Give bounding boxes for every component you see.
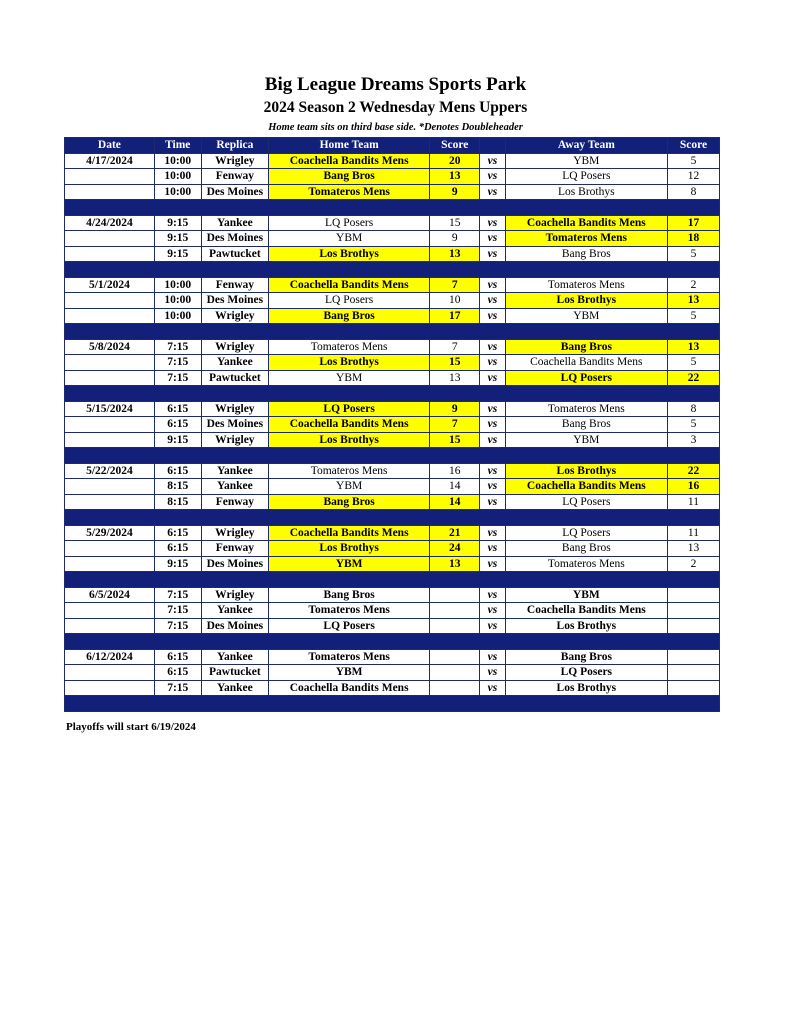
away-score — [667, 665, 719, 681]
game-time: 6:15 — [154, 525, 201, 541]
game-replica: Wrigley — [201, 153, 268, 169]
away-score: 13 — [667, 339, 719, 355]
away-team: Los Brothys — [505, 463, 667, 479]
vs-label: vs — [480, 215, 506, 231]
home-score: 13 — [430, 246, 480, 262]
game-row — [65, 479, 720, 495]
game-row — [65, 556, 720, 572]
game-time: 10:00 — [154, 277, 201, 293]
home-team: LQ Posers — [269, 618, 430, 634]
col-header-date: Date — [65, 138, 155, 154]
game-time: 7:15 — [154, 618, 201, 634]
home-score: 24 — [430, 541, 480, 557]
game-replica: Des Moines — [201, 556, 268, 572]
away-score: 22 — [667, 463, 719, 479]
away-team: Bang Bros — [505, 417, 667, 433]
away-score: 8 — [667, 401, 719, 417]
away-score: 13 — [667, 293, 719, 309]
away-score: 2 — [667, 277, 719, 293]
home-team: YBM — [269, 665, 430, 681]
home-score: 15 — [430, 432, 480, 448]
game-replica: Fenway — [201, 277, 268, 293]
separator-bar — [65, 324, 720, 340]
game-replica: Yankee — [201, 649, 268, 665]
game-time: 10:00 — [154, 308, 201, 324]
game-time: 9:15 — [154, 556, 201, 572]
away-team: LQ Posers — [505, 525, 667, 541]
game-replica: Pawtucket — [201, 246, 268, 262]
game-replica: Wrigley — [201, 525, 268, 541]
game-replica: Fenway — [201, 541, 268, 557]
vs-label: vs — [480, 680, 506, 696]
game-time: 10:00 — [154, 169, 201, 185]
game-time: 6:15 — [154, 649, 201, 665]
away-score — [667, 649, 719, 665]
vs-label: vs — [480, 479, 506, 495]
game-row — [65, 417, 720, 433]
away-team: YBM — [505, 432, 667, 448]
col-header-home-score: Score — [430, 138, 480, 154]
game-row — [65, 463, 720, 479]
away-score — [667, 618, 719, 634]
game-date — [65, 355, 155, 371]
away-score: 3 — [667, 432, 719, 448]
game-date — [65, 556, 155, 572]
game-date — [65, 603, 155, 619]
away-team: Tomateros Mens — [505, 556, 667, 572]
separator-bar — [65, 572, 720, 588]
game-replica: Wrigley — [201, 432, 268, 448]
away-team: Coachella Bandits Mens — [505, 479, 667, 495]
home-score — [430, 649, 480, 665]
home-team: LQ Posers — [269, 401, 430, 417]
game-date — [65, 541, 155, 557]
game-replica: Des Moines — [201, 618, 268, 634]
away-score: 17 — [667, 215, 719, 231]
game-replica: Fenway — [201, 494, 268, 510]
week-separator — [65, 448, 720, 464]
game-date — [65, 432, 155, 448]
game-row — [65, 618, 720, 634]
game-time: 9:15 — [154, 432, 201, 448]
vs-label: vs — [480, 246, 506, 262]
home-team: YBM — [269, 231, 430, 247]
away-team: LQ Posers — [505, 169, 667, 185]
game-date — [65, 370, 155, 386]
away-team: LQ Posers — [505, 665, 667, 681]
schedule-table — [64, 137, 720, 712]
vs-label: vs — [480, 417, 506, 433]
away-score: 5 — [667, 246, 719, 262]
game-row — [65, 370, 720, 386]
game-row — [65, 649, 720, 665]
game-time: 7:15 — [154, 587, 201, 603]
week-separator — [65, 262, 720, 278]
header-note: Home team sits on third base side. *Denotes Doubleheader — [268, 122, 523, 133]
away-team: Los Brothys — [505, 680, 667, 696]
away-team: Bang Bros — [505, 246, 667, 262]
home-score: 10 — [430, 293, 480, 309]
game-time: 8:15 — [154, 479, 201, 495]
home-score — [430, 618, 480, 634]
away-score: 12 — [667, 169, 719, 185]
game-row — [65, 293, 720, 309]
game-replica: Wrigley — [201, 339, 268, 355]
home-score: 9 — [430, 184, 480, 200]
game-replica: Fenway — [201, 169, 268, 185]
away-team: Bang Bros — [505, 339, 667, 355]
separator-bar — [65, 696, 720, 712]
away-score: 5 — [667, 153, 719, 169]
game-row — [65, 339, 720, 355]
game-replica: Yankee — [201, 215, 268, 231]
away-team: Los Brothys — [505, 184, 667, 200]
vs-label: vs — [480, 432, 506, 448]
game-time: 9:15 — [154, 231, 201, 247]
home-score: 21 — [430, 525, 480, 541]
home-team: Coachella Bandits Mens — [269, 153, 430, 169]
week-separator — [65, 200, 720, 216]
week-separator — [65, 324, 720, 340]
game-time: 7:15 — [154, 603, 201, 619]
col-header-time: Time — [154, 138, 201, 154]
home-score: 7 — [430, 277, 480, 293]
home-score — [430, 680, 480, 696]
home-team: Los Brothys — [269, 355, 430, 371]
game-time: 10:00 — [154, 184, 201, 200]
away-team: Los Brothys — [505, 293, 667, 309]
home-team: Los Brothys — [269, 246, 430, 262]
separator-bar — [65, 200, 720, 216]
col-header-away-team: Away Team — [505, 138, 667, 154]
away-team: Los Brothys — [505, 618, 667, 634]
home-team: YBM — [269, 556, 430, 572]
away-team: Coachella Bandits Mens — [505, 215, 667, 231]
game-time: 6:15 — [154, 665, 201, 681]
vs-label: vs — [480, 618, 506, 634]
away-team: YBM — [505, 308, 667, 324]
game-row — [65, 153, 720, 169]
separator-bar — [65, 634, 720, 650]
game-row — [65, 169, 720, 185]
vs-label: vs — [480, 308, 506, 324]
col-header-vs — [480, 138, 506, 154]
away-score — [667, 587, 719, 603]
vs-label: vs — [480, 587, 506, 603]
game-date — [65, 246, 155, 262]
away-team: Bang Bros — [505, 541, 667, 557]
away-score — [667, 680, 719, 696]
game-date — [65, 417, 155, 433]
home-team: Coachella Bandits Mens — [269, 417, 430, 433]
game-replica: Wrigley — [201, 401, 268, 417]
away-team: Tomateros Mens — [505, 277, 667, 293]
game-replica: Wrigley — [201, 308, 268, 324]
game-time: 6:15 — [154, 401, 201, 417]
col-header-replica: Replica — [201, 138, 268, 154]
game-date — [65, 494, 155, 510]
game-time: 6:15 — [154, 463, 201, 479]
home-team: Tomateros Mens — [269, 603, 430, 619]
game-replica: Pawtucket — [201, 665, 268, 681]
game-date — [65, 184, 155, 200]
away-score: 5 — [667, 355, 719, 371]
game-date: 4/24/2024 — [65, 215, 155, 231]
game-time: 8:15 — [154, 494, 201, 510]
home-score: 7 — [430, 339, 480, 355]
home-team: Coachella Bandits Mens — [269, 277, 430, 293]
game-row — [65, 308, 720, 324]
away-team: Coachella Bandits Mens — [505, 603, 667, 619]
col-header-home-team: Home Team — [269, 138, 430, 154]
away-score: 8 — [667, 184, 719, 200]
away-score: 11 — [667, 494, 719, 510]
home-score: 14 — [430, 494, 480, 510]
game-date — [65, 665, 155, 681]
home-team: Bang Bros — [269, 494, 430, 510]
game-replica: Des Moines — [201, 231, 268, 247]
vs-label: vs — [480, 184, 506, 200]
home-score: 9 — [430, 231, 480, 247]
game-row — [65, 355, 720, 371]
home-score — [430, 603, 480, 619]
week-separator — [65, 510, 720, 526]
away-score — [667, 603, 719, 619]
away-score: 5 — [667, 308, 719, 324]
game-time: 10:00 — [154, 293, 201, 309]
home-score: 17 — [430, 308, 480, 324]
week-separator — [65, 634, 720, 650]
game-time: 9:15 — [154, 246, 201, 262]
header-row — [65, 138, 720, 154]
home-team: Tomateros Mens — [269, 184, 430, 200]
separator-bar — [65, 386, 720, 402]
vs-label: vs — [480, 525, 506, 541]
away-score: 2 — [667, 556, 719, 572]
game-date — [65, 479, 155, 495]
home-score: 20 — [430, 153, 480, 169]
home-team: YBM — [269, 479, 430, 495]
vs-label: vs — [480, 463, 506, 479]
home-team: Bang Bros — [269, 587, 430, 603]
home-team: LQ Posers — [269, 215, 430, 231]
vs-label: vs — [480, 277, 506, 293]
home-team: Tomateros Mens — [269, 339, 430, 355]
page-subtitle: 2024 Season 2 Wednesday Mens Uppers — [263, 99, 528, 116]
game-time: 10:00 — [154, 153, 201, 169]
away-team: Coachella Bandits Mens — [505, 355, 667, 371]
game-replica: Pawtucket — [201, 370, 268, 386]
game-row — [65, 680, 720, 696]
away-team: Tomateros Mens — [505, 401, 667, 417]
game-row — [65, 665, 720, 681]
game-date — [65, 680, 155, 696]
vs-label: vs — [480, 541, 506, 557]
away-team: Tomateros Mens — [505, 231, 667, 247]
vs-label: vs — [480, 370, 506, 386]
game-time: 7:15 — [154, 680, 201, 696]
vs-label: vs — [480, 169, 506, 185]
home-team: YBM — [269, 370, 430, 386]
separator-bar — [65, 262, 720, 278]
game-date: 5/29/2024 — [65, 525, 155, 541]
home-team: Bang Bros — [269, 308, 430, 324]
game-replica: Yankee — [201, 680, 268, 696]
game-replica: Des Moines — [201, 184, 268, 200]
game-date: 5/8/2024 — [65, 339, 155, 355]
home-team: Coachella Bandits Mens — [269, 525, 430, 541]
home-score: 13 — [430, 169, 480, 185]
footer-note: Playoffs will start 6/19/2024 — [66, 721, 196, 733]
home-team: LQ Posers — [269, 293, 430, 309]
game-time: 6:15 — [154, 541, 201, 557]
home-score: 15 — [430, 215, 480, 231]
game-replica: Yankee — [201, 603, 268, 619]
game-date: 5/22/2024 — [65, 463, 155, 479]
game-row — [65, 184, 720, 200]
separator-bar — [65, 510, 720, 526]
home-score: 13 — [430, 370, 480, 386]
game-row — [65, 525, 720, 541]
home-score — [430, 665, 480, 681]
game-row — [65, 246, 720, 262]
game-time: 7:15 — [154, 339, 201, 355]
vs-label: vs — [480, 231, 506, 247]
game-row — [65, 277, 720, 293]
game-row — [65, 432, 720, 448]
home-team: Tomateros Mens — [269, 649, 430, 665]
home-score: 15 — [430, 355, 480, 371]
game-row — [65, 494, 720, 510]
game-replica: Yankee — [201, 463, 268, 479]
game-date — [65, 308, 155, 324]
game-date: 5/1/2024 — [65, 277, 155, 293]
game-row — [65, 401, 720, 417]
game-replica: Yankee — [201, 479, 268, 495]
game-replica: Des Moines — [201, 417, 268, 433]
col-header-away-score: Score — [667, 138, 719, 154]
vs-label: vs — [480, 649, 506, 665]
away-score: 22 — [667, 370, 719, 386]
vs-label: vs — [480, 401, 506, 417]
game-time: 9:15 — [154, 215, 201, 231]
away-team: YBM — [505, 153, 667, 169]
away-score: 11 — [667, 525, 719, 541]
game-date: 5/15/2024 — [65, 401, 155, 417]
home-score: 16 — [430, 463, 480, 479]
vs-label: vs — [480, 494, 506, 510]
vs-label: vs — [480, 556, 506, 572]
separator-bar — [65, 448, 720, 464]
game-row — [65, 541, 720, 557]
game-row — [65, 587, 720, 603]
home-team: Coachella Bandits Mens — [269, 680, 430, 696]
game-date — [65, 293, 155, 309]
vs-label: vs — [480, 603, 506, 619]
home-team: Bang Bros — [269, 169, 430, 185]
vs-label: vs — [480, 293, 506, 309]
game-row — [65, 603, 720, 619]
home-team: Los Brothys — [269, 541, 430, 557]
game-replica: Des Moines — [201, 293, 268, 309]
game-date: 6/5/2024 — [65, 587, 155, 603]
schedule-body — [65, 153, 720, 711]
week-separator — [65, 572, 720, 588]
vs-label: vs — [480, 153, 506, 169]
home-team: Tomateros Mens — [269, 463, 430, 479]
game-date: 4/17/2024 — [65, 153, 155, 169]
game-replica: Wrigley — [201, 587, 268, 603]
home-score: 13 — [430, 556, 480, 572]
game-row — [65, 231, 720, 247]
home-score: 9 — [430, 401, 480, 417]
game-row — [65, 215, 720, 231]
away-score: 16 — [667, 479, 719, 495]
page-title: Big League Dreams Sports Park — [264, 74, 527, 95]
away-score: 18 — [667, 231, 719, 247]
game-date — [65, 231, 155, 247]
game-time: 6:15 — [154, 417, 201, 433]
home-score: 7 — [430, 417, 480, 433]
game-replica: Yankee — [201, 355, 268, 371]
away-team: Bang Bros — [505, 649, 667, 665]
away-team: LQ Posers — [505, 370, 667, 386]
game-time: 7:15 — [154, 355, 201, 371]
game-date — [65, 169, 155, 185]
home-score — [430, 587, 480, 603]
home-team: Los Brothys — [269, 432, 430, 448]
week-separator — [65, 696, 720, 712]
week-separator — [65, 386, 720, 402]
game-time: 7:15 — [154, 370, 201, 386]
game-date — [65, 618, 155, 634]
vs-label: vs — [480, 665, 506, 681]
away-team: LQ Posers — [505, 494, 667, 510]
away-score: 5 — [667, 417, 719, 433]
vs-label: vs — [480, 355, 506, 371]
away-team: YBM — [505, 587, 667, 603]
away-score: 13 — [667, 541, 719, 557]
game-date: 6/12/2024 — [65, 649, 155, 665]
home-score: 14 — [430, 479, 480, 495]
vs-label: vs — [480, 339, 506, 355]
